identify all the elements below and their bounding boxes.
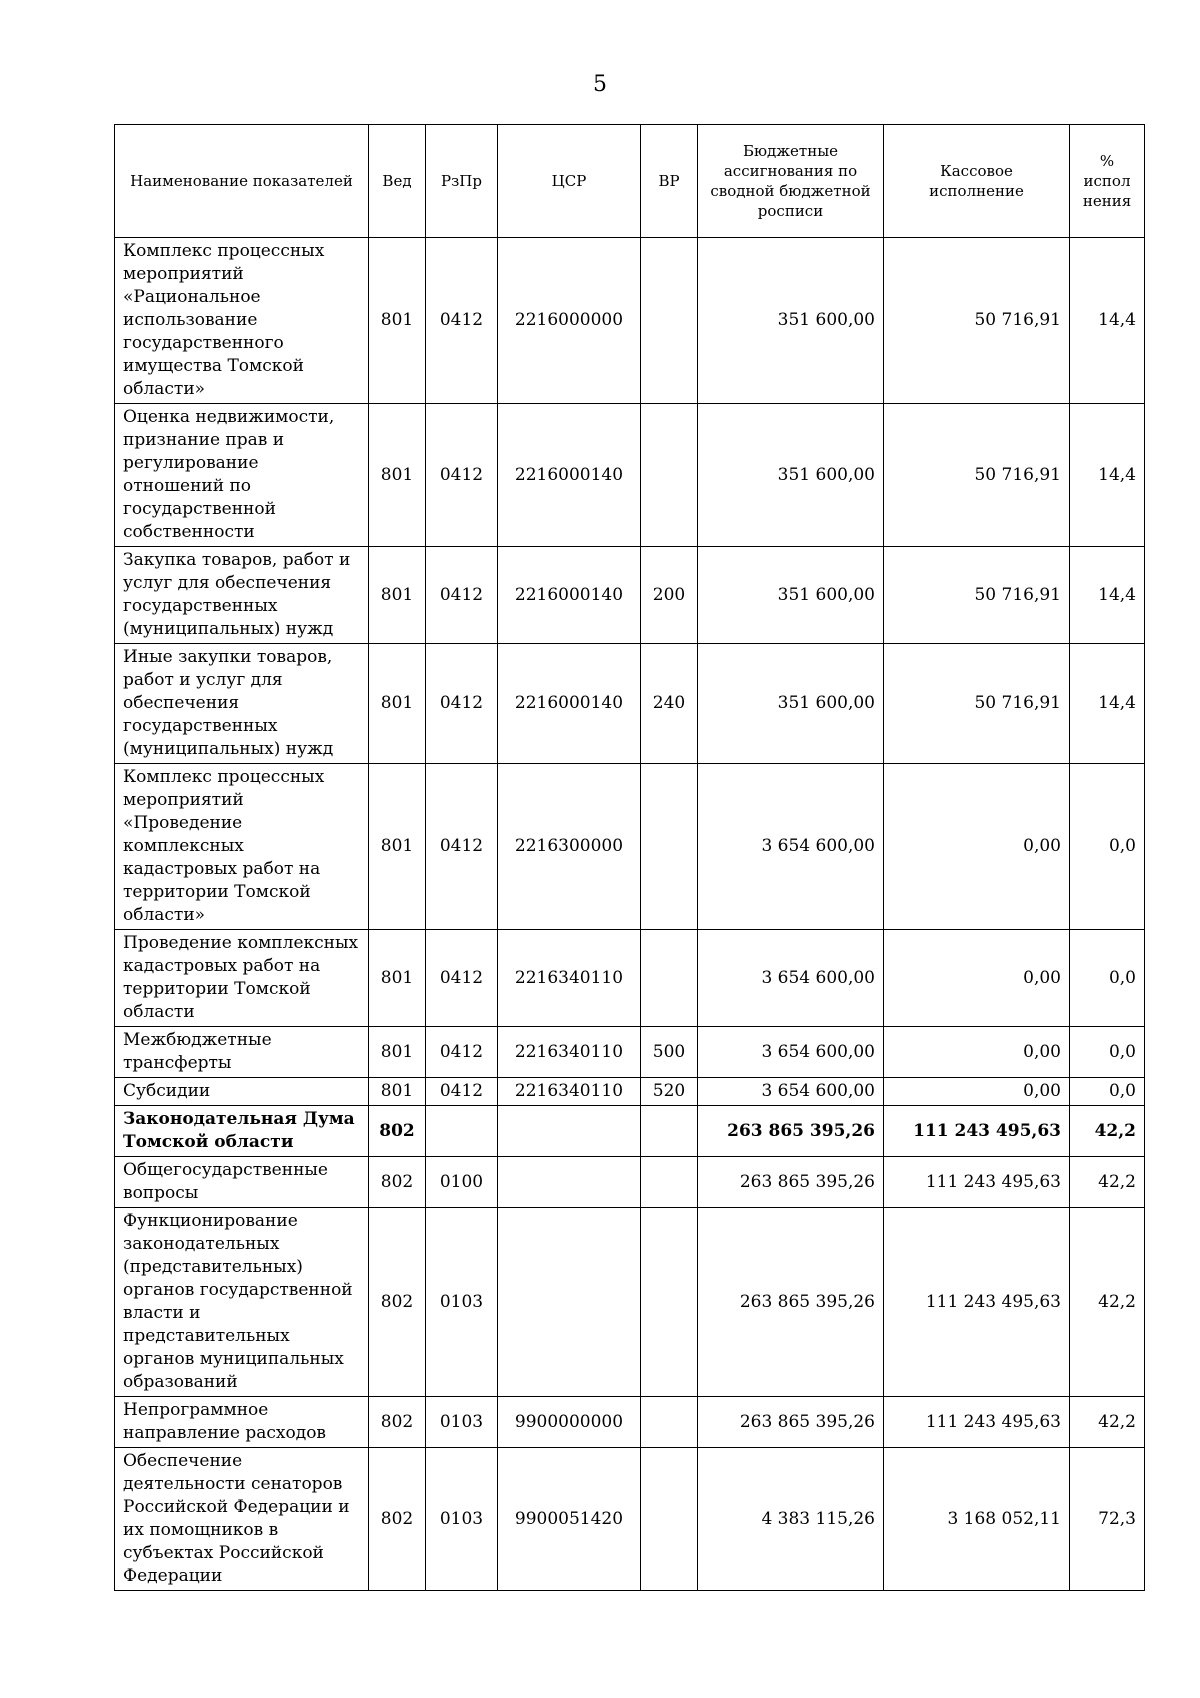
row-vr xyxy=(641,404,698,547)
table-header-row xyxy=(115,125,1145,238)
header-rzpr: РзПр xyxy=(426,125,498,238)
row-name: Межбюджетные трансферты xyxy=(115,1027,369,1078)
row-rzpr xyxy=(426,1106,498,1157)
row-vr: 240 xyxy=(641,644,698,764)
row-assignments: 3 654 600,00 xyxy=(698,1027,884,1078)
row-assignments: 3 654 600,00 xyxy=(698,1078,884,1106)
row-ved: 801 xyxy=(369,404,426,547)
row-vr xyxy=(641,1208,698,1397)
row-percent: 14,4 xyxy=(1070,238,1145,404)
row-cash-execution: 50 716,91 xyxy=(884,644,1070,764)
row-assignments: 4 383 115,26 xyxy=(698,1448,884,1591)
table-row xyxy=(115,764,1145,930)
table-row xyxy=(115,644,1145,764)
row-percent: 14,4 xyxy=(1070,404,1145,547)
row-assignments: 3 654 600,00 xyxy=(698,764,884,930)
row-cash-execution: 111 243 495,63 xyxy=(884,1106,1070,1157)
row-vr xyxy=(641,1397,698,1448)
row-rzpr: 0412 xyxy=(426,547,498,644)
table-row xyxy=(115,1208,1145,1397)
row-csr: 2216000140 xyxy=(498,644,641,764)
row-cash-execution: 50 716,91 xyxy=(884,238,1070,404)
row-cash-execution: 3 168 052,11 xyxy=(884,1448,1070,1591)
row-name: Обеспечение деятельности сенаторов Российской Федерации и их помощников в субъектах Российской Федерации xyxy=(115,1448,369,1591)
row-name: Комплекс процессных мероприятий «Рациональное использование государственного имущества Томской области» xyxy=(115,238,369,404)
row-rzpr: 0412 xyxy=(426,404,498,547)
row-csr: 2216000140 xyxy=(498,547,641,644)
header-csr: ЦСР xyxy=(498,125,641,238)
row-name: Законодательная Дума Томской области xyxy=(115,1106,369,1157)
row-vr xyxy=(641,930,698,1027)
row-name: Комплекс процессных мероприятий «Проведение комплексных кадастровых работ на территории Томской области» xyxy=(115,764,369,930)
row-percent: 42,2 xyxy=(1070,1157,1145,1208)
header-ved: Вед xyxy=(369,125,426,238)
header-assignments: Бюджетные ассигнования по сводной бюджетной росписи xyxy=(698,125,884,238)
row-vr: 520 xyxy=(641,1078,698,1106)
row-csr: 2216300000 xyxy=(498,764,641,930)
row-percent: 14,4 xyxy=(1070,547,1145,644)
page-number: 5 xyxy=(593,72,607,97)
row-assignments: 351 600,00 xyxy=(698,238,884,404)
row-csr: 9900000000 xyxy=(498,1397,641,1448)
row-vr xyxy=(641,238,698,404)
row-rzpr: 0103 xyxy=(426,1208,498,1397)
row-percent: 42,2 xyxy=(1070,1208,1145,1397)
row-cash-execution: 0,00 xyxy=(884,1078,1070,1106)
row-percent: 0,0 xyxy=(1070,1027,1145,1078)
row-csr: 2216340110 xyxy=(498,930,641,1027)
row-csr: 2216000140 xyxy=(498,404,641,547)
row-cash-execution: 50 716,91 xyxy=(884,404,1070,547)
row-csr: 2216340110 xyxy=(498,1027,641,1078)
row-percent: 0,0 xyxy=(1070,1078,1145,1106)
table-row xyxy=(115,238,1145,404)
row-assignments: 263 865 395,26 xyxy=(698,1208,884,1397)
table-row xyxy=(115,1157,1145,1208)
row-assignments: 3 654 600,00 xyxy=(698,930,884,1027)
row-name: Субсидии xyxy=(115,1078,369,1106)
row-vr xyxy=(641,1157,698,1208)
row-csr: 2216000000 xyxy=(498,238,641,404)
row-name: Оценка недвижимости, признание прав и регулирование отношений по государственной собственности xyxy=(115,404,369,547)
row-vr xyxy=(641,1448,698,1591)
row-percent: 42,2 xyxy=(1070,1106,1145,1157)
row-vr xyxy=(641,764,698,930)
table-row-section xyxy=(115,1106,1145,1157)
row-percent: 72,3 xyxy=(1070,1448,1145,1591)
row-rzpr: 0103 xyxy=(426,1448,498,1591)
row-ved: 802 xyxy=(369,1106,426,1157)
row-ved: 802 xyxy=(369,1448,426,1591)
row-percent: 14,4 xyxy=(1070,644,1145,764)
table-row xyxy=(115,1397,1145,1448)
header-vr: ВР xyxy=(641,125,698,238)
row-ved: 802 xyxy=(369,1397,426,1448)
row-ved: 801 xyxy=(369,930,426,1027)
row-vr: 200 xyxy=(641,547,698,644)
row-percent: 42,2 xyxy=(1070,1397,1145,1448)
table-row xyxy=(115,930,1145,1027)
header-cash-execution: Кассовое исполнение xyxy=(884,125,1070,238)
row-percent: 0,0 xyxy=(1070,930,1145,1027)
row-name: Проведение комплексных кадастровых работ на территории Томской области xyxy=(115,930,369,1027)
row-cash-execution: 111 243 495,63 xyxy=(884,1397,1070,1448)
table-row xyxy=(115,1078,1145,1106)
row-csr: 2216340110 xyxy=(498,1078,641,1106)
row-rzpr: 0412 xyxy=(426,238,498,404)
row-rzpr: 0103 xyxy=(426,1397,498,1448)
row-ved: 801 xyxy=(369,547,426,644)
row-percent: 0,0 xyxy=(1070,764,1145,930)
row-rzpr: 0412 xyxy=(426,930,498,1027)
row-vr: 500 xyxy=(641,1027,698,1078)
row-rzpr: 0100 xyxy=(426,1157,498,1208)
row-vr xyxy=(641,1106,698,1157)
row-assignments: 263 865 395,26 xyxy=(698,1106,884,1157)
row-assignments: 351 600,00 xyxy=(698,404,884,547)
row-csr: 9900051420 xyxy=(498,1448,641,1591)
row-cash-execution: 0,00 xyxy=(884,930,1070,1027)
row-cash-execution: 0,00 xyxy=(884,764,1070,930)
row-ved: 802 xyxy=(369,1208,426,1397)
row-assignments: 263 865 395,26 xyxy=(698,1397,884,1448)
table-row xyxy=(115,1027,1145,1078)
row-cash-execution: 111 243 495,63 xyxy=(884,1208,1070,1397)
table-row xyxy=(115,1448,1145,1591)
row-rzpr: 0412 xyxy=(426,764,498,930)
row-csr xyxy=(498,1106,641,1157)
row-ved: 801 xyxy=(369,644,426,764)
header-percent: % испол нения xyxy=(1070,125,1145,238)
row-rzpr: 0412 xyxy=(426,1027,498,1078)
row-ved: 801 xyxy=(369,1027,426,1078)
row-name: Закупка товаров, работ и услуг для обеспечения государственных (муниципальных) нужд xyxy=(115,547,369,644)
row-ved: 802 xyxy=(369,1157,426,1208)
row-ved: 801 xyxy=(369,764,426,930)
row-csr xyxy=(498,1157,641,1208)
table-row xyxy=(115,547,1145,644)
row-rzpr: 0412 xyxy=(426,1078,498,1106)
row-assignments: 351 600,00 xyxy=(698,547,884,644)
row-assignments: 351 600,00 xyxy=(698,644,884,764)
row-name: Функционирование законодательных (представительных) органов государственной власти и представительных органов муниципальных образований xyxy=(115,1208,369,1397)
row-cash-execution: 111 243 495,63 xyxy=(884,1157,1070,1208)
budget-execution-table xyxy=(114,124,1145,1591)
row-cash-execution: 50 716,91 xyxy=(884,547,1070,644)
header-name: Наименование показателей xyxy=(115,125,369,238)
row-rzpr: 0412 xyxy=(426,644,498,764)
row-assignments: 263 865 395,26 xyxy=(698,1157,884,1208)
row-name: Иные закупки товаров, работ и услуг для обеспечения государственных (муниципальных) нужд xyxy=(115,644,369,764)
row-name: Общегосударственные вопросы xyxy=(115,1157,369,1208)
table-row xyxy=(115,404,1145,547)
row-csr xyxy=(498,1208,641,1397)
row-ved: 801 xyxy=(369,238,426,404)
row-cash-execution: 0,00 xyxy=(884,1027,1070,1078)
row-ved: 801 xyxy=(369,1078,426,1106)
row-name: Непрограммное направление расходов xyxy=(115,1397,369,1448)
